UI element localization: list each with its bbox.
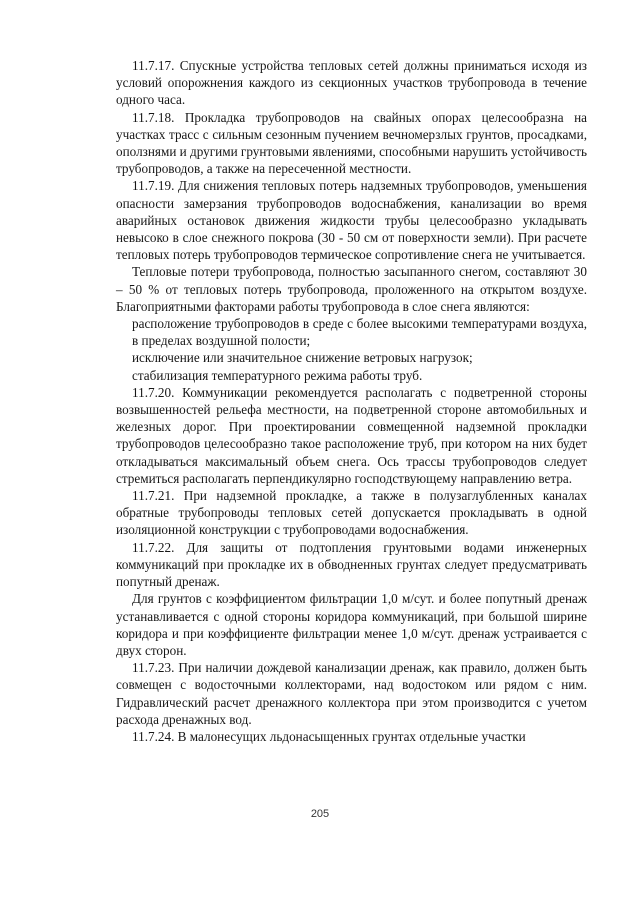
list-item: расположение трубопроводов в среде с более высокими температурами воздуха, в пределах воздушной полости; (132, 316, 587, 349)
paragraph: 11.7.22. Для защиты от подтопления грунтовыми водами инженерных коммуникаций при прокладке их в обводненных грунтах следует предусматривать попутный дренаж. (116, 539, 587, 590)
paragraph: 11.7.23. При наличии дождевой канализации дренаж, как правило, должен быть совмещен с водосточными коллекторами, над водостоком или рядом с ним. Гидравлический расчет дренажного коллектора при этом производится с учетом расхода дренажных вод. (116, 660, 587, 727)
paragraph: Для грунтов с коэффициентом фильтрации 1,0 м/сут. и более попутный дренаж устанавливается с одной стороны коридора коммуникаций, при большой ширине коридора и при коэффициенте фильтрации менее 1,0 м/сут. дренаж устраивается с двух сторон. (116, 591, 587, 658)
list-item: стабилизация температурного режима работы труб. (132, 367, 423, 383)
paragraph: 11.7.19. Для снижения тепловых потерь надземных трубопроводов, уменьшения опасности замерзания трубопроводов водоснабжения, канализации во время аварийных остановок движения жидкости трубы целесообразно укладывать невысоко в слое снежного покрова (30 - 50 см от поверхности земли). При расчете тепловых потерь трубопроводов термическое сопротивление снега не учитывается. (116, 178, 587, 263)
body-text (116, 57, 587, 745)
paragraph: 11.7.24. В малонесущих льдонасыщенных грунтах отдельные участки (132, 728, 526, 744)
paragraph: 11.7.20. Коммуникации рекомендуется располагать с подветренной стороны возвышенностей рельефа местности, на подветренной стороне автомобильных и железных дорог. При проектировании совмещенной надземной прокладки трубопроводов целесообразно такое расположение труб, при котором на них будет откладываться максимальный объем снега. Ось трассы трубопроводов следует стремиться располагать перпендикулярно господствующему направлению ветра. (116, 384, 587, 486)
paragraph: 11.7.18. Прокладка трубопроводов на свайных опорах целесообразна на участках трасс с сильным сезонным пучением вечномерзлых грунтов, просадками, оползнями и другими грунтовыми явлениями, способными нарушить устойчивость трубопроводов, а также на пересеченной местности. (116, 109, 587, 177)
paragraph: Тепловые потери трубопровода, полностью засыпанного снегом, составляют 30 – 50 % от тепловых потерь трубопровода, проложенного на открытом воздухе. Благоприятными факторами работы трубопровода в слое снега являются: (116, 264, 587, 314)
page-number: 205 (310, 808, 330, 820)
paragraph: 11.7.17. Спускные устройства тепловых сетей должны приниматься исходя из условий опорожнения каждого из секционных участков трубопровода в течение одного часа. (116, 58, 587, 108)
paragraph: 11.7.21. При надземной прокладке, а также в полузаглубленных каналах обратные трубопроводы тепловых сетей допускается прокладывать в одной изоляционной конструкции с трубопроводами водоснабжения. (116, 488, 587, 538)
list-item: исключение или значительное снижение ветровых нагрузок; (132, 350, 473, 366)
